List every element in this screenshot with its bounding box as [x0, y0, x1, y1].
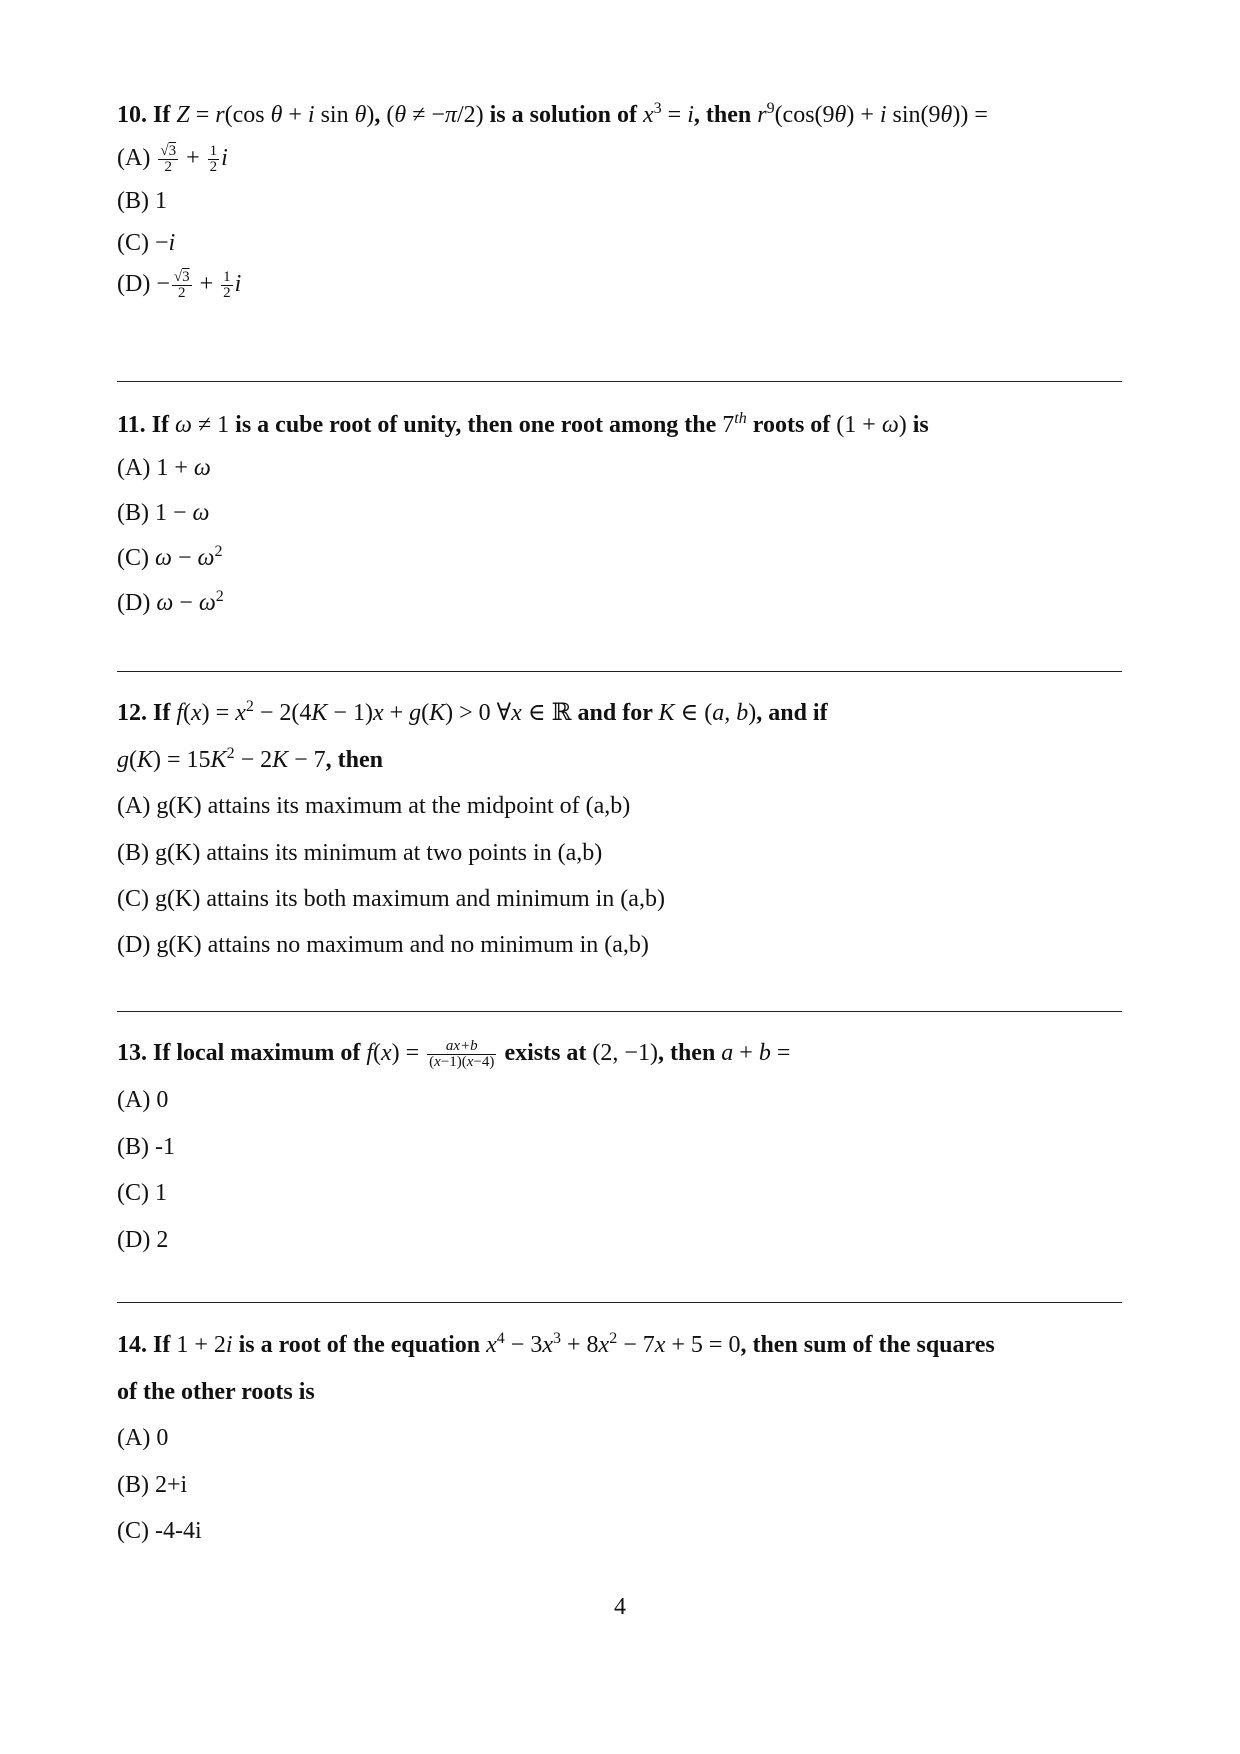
option-c: (C) g(K) attains its both maximum and minimum in (a,b): [117, 886, 665, 912]
question-stem-continued: $g(K) = 15K^2 - 2K - 7$, then: [117, 745, 384, 773]
question-stem: 12. If $f(x) = x^2 - 2(4K - 1)x + g(K) > 0$ ∀x ∈ ℝ and for K ∈ (a, b), and if: [117, 698, 828, 726]
divider: [117, 671, 1122, 672]
option-d: (D) $\omega - \omega^2$: [117, 588, 224, 616]
option-a: (A) 1 + ω: [117, 455, 211, 481]
option-a: (A) 0: [117, 1425, 169, 1451]
option-a: (A) g(K) attains its maximum at the midpoint of (a,b): [117, 793, 631, 819]
option-c: (C) -4-4i: [117, 1518, 202, 1544]
page-number: 4: [614, 1594, 626, 1620]
option-b: (B) g(K) attains its minimum at two points in (a,b): [117, 840, 603, 866]
option-a: (A) $\frac{√3}{2}$ + $\frac{1}{2}$ i: [117, 142, 228, 175]
option-d: (D) g(K) attains no maximum and no minimum in (a,b): [117, 932, 649, 958]
question-stem: 14. If 1 + 2i is a root of the equation $x^4 - 3x^3 + 8x^2 - 7x + 5 = 0$, then sum of the squares: [117, 1330, 995, 1358]
question-stem: 11. If ω ≠ 1 is a cube root of unity, then one root among the 7th roots of (1 + ω) is: [117, 410, 929, 438]
option-d: (D) 2: [117, 1227, 169, 1253]
divider: [117, 1302, 1122, 1303]
divider: [117, 1011, 1122, 1012]
question-stem: 10. If Z = r(cos θ + i sin θ), (θ ≠ −π/2) is a solution of $x^3 = i$, then $r^9(\cos(9\theta) + i$ sin(9θ)) =: [117, 100, 988, 128]
option-c: (C) −i: [117, 230, 176, 256]
question-stem-continued: of the other roots is: [117, 1379, 315, 1405]
question-stem: 13. If local maximum of f(x) = $\frac{ax+b}{(x-1)(x-4)}$ exists at (2, −1), then a + b =: [117, 1037, 791, 1070]
option-b: (B) 1: [117, 188, 167, 214]
option-b: (B) 2+i: [117, 1472, 188, 1498]
option-c: (C) $\omega - \omega^2$: [117, 543, 223, 571]
option-b: (B) -1: [117, 1134, 175, 1160]
option-d: (D) − $\frac{√3}{2}$ + $\frac{1}{2}$ i: [117, 268, 242, 301]
option-b: (B) 1 − ω: [117, 500, 210, 526]
option-c: (C) 1: [117, 1180, 167, 1206]
option-a: (A) 0: [117, 1087, 169, 1113]
divider: [117, 381, 1122, 382]
